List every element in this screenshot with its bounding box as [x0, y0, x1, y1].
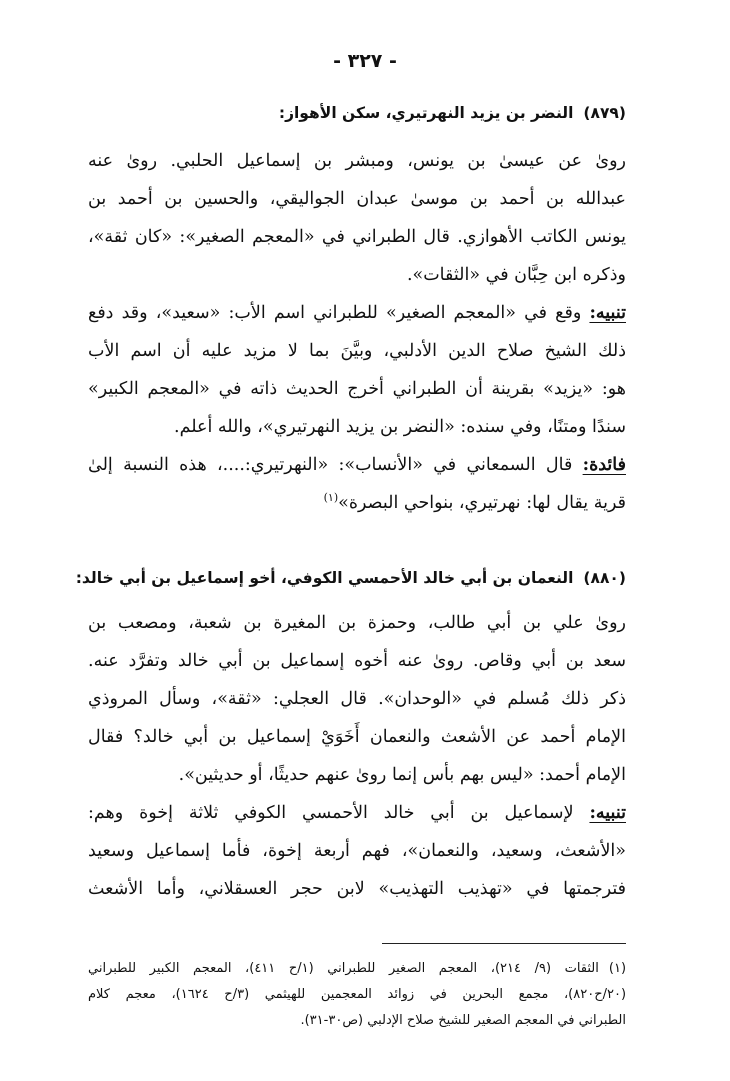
entry-879-heading: [60, 100, 626, 126]
page-number: - ٣٢٧ -: [333, 50, 397, 72]
tanbih-line: «الأشعث، وسعيد، والنعمان»، فهم أربعة إخوة، فأما إسماعيل وسعيد: [88, 841, 626, 861]
body-line: وذكره ابن حِبَّان في «الثقات».: [406, 265, 626, 285]
footnote-line: (٢٠/ح٨٢٠)، مجمع البحرين في زوائد المعجمين للهيثمي (٣/ح ١٦٢٤)، معجم كلام: [88, 987, 626, 1002]
tanbih-text: وقع في «المعجم الصغير» للطبراني اسم الأب: «سعيد»، وقد دفع: [88, 303, 590, 323]
footnote: [88, 956, 626, 1034]
entry-880-number: (٨٨٠): [583, 569, 626, 587]
body-line: الإمام أحمد: «ليس بهم بأس إنما روىٰ عنهم حديثًا، أو حديثين».: [178, 765, 626, 785]
body-line: عبدالله بن أحمد بن موسىٰ عبدان الجواليقي، والحسين بن أحمد بن: [88, 189, 626, 209]
tanbih-line: ذلك الشيخ صلاح الدين الأدلبي، وبيَّنَ بما لا مزيد عليه أن اسم الأب: [88, 341, 626, 361]
footnote-line: [88, 956, 626, 982]
tanbih-text: لإسماعيل بن أبي خالد الأحمسي الكوفي ثلاثة إخوة وهم:: [88, 803, 590, 823]
faida-label: فائدة:: [582, 455, 626, 475]
body-line: روىٰ عن عيسىٰ بن يونس، ومبشر بن إسماعيل الحلبي. روىٰ عنه: [88, 151, 626, 171]
tanbih-line: [88, 294, 626, 332]
entry-879-number: (٨٧٩): [583, 104, 626, 122]
footnote-number: (١): [608, 961, 626, 976]
body-line: الإمام أحمد عن الأشعث والنعمان أَخَوَيْ إسماعيل بن أبي خالد؟ فقال: [88, 727, 626, 747]
faida-text: قال السمعاني في «الأنساب»: «النهرتيري:....، هذه النسبة إلىٰ: [88, 455, 583, 475]
body-line: ذكر ذلك مُسلم في «الوحدان». قال العجلي: «ثقة»، وسأل المروذي: [88, 689, 626, 709]
footnote-text: الثقات (٩/ ٢١٤)، المعجم الصغير للطبراني (١/ح ٤١١)، المعجم الكبير للطبراني: [88, 961, 599, 976]
tanbih-label: تنبيه:: [589, 303, 626, 323]
faida-text-end: قرية يقال لها: نهرتيري، بنواحي البصرة»: [338, 493, 626, 513]
footnote-line: الطبراني في المعجم الصغير للشيخ صلاح الإدلبي (ص٣٠-٣١).: [300, 1013, 626, 1028]
tanbih-line: سندًا ومتنًا، وفي سنده: «النضر بن يزيد النهرتيري»، والله أعلم.: [174, 417, 626, 437]
body-line: يونس الكاتب الأهوازي. قال الطبراني في «المعجم الصغير»: «كان ثقة»،: [88, 227, 626, 247]
entry-880-body: [88, 604, 626, 908]
tanbih-line: فترجمتها في «تهذيب التهذيب» لابن حجر العسقلاني، وأما الأشعث: [88, 879, 626, 899]
tanbih-label: تنبيه:: [589, 803, 626, 823]
tanbih-line: [88, 794, 626, 832]
faida-line: [88, 484, 626, 522]
body-line: روىٰ علي بن أبي طالب، وحمزة بن المغيرة بن شعبة، ومصعب بن: [88, 613, 626, 633]
footnote-divider: [382, 943, 626, 944]
entry-879-title: النضر بن يزيد النهرتيري، سكن الأهواز:: [278, 104, 574, 122]
footnote-ref: (١): [323, 491, 339, 505]
entry-880-title: النعمان بن أبي خالد الأحمسي الكوفي، أخو إسماعيل بن أبي خالد:: [75, 569, 574, 587]
entry-879-body: [88, 142, 626, 522]
tanbih-line: هو: «يزيد» بقرينة أن الطبراني أخرج الحديث ذاته في «المعجم الكبير»: [88, 379, 626, 399]
body-line: سعد بن أبي وقاص. روىٰ عنه أخوه إسماعيل بن أبي خالد وتفرَّد عنه.: [88, 651, 626, 671]
entry-880-heading: [60, 565, 626, 591]
faida-line: [88, 446, 626, 484]
